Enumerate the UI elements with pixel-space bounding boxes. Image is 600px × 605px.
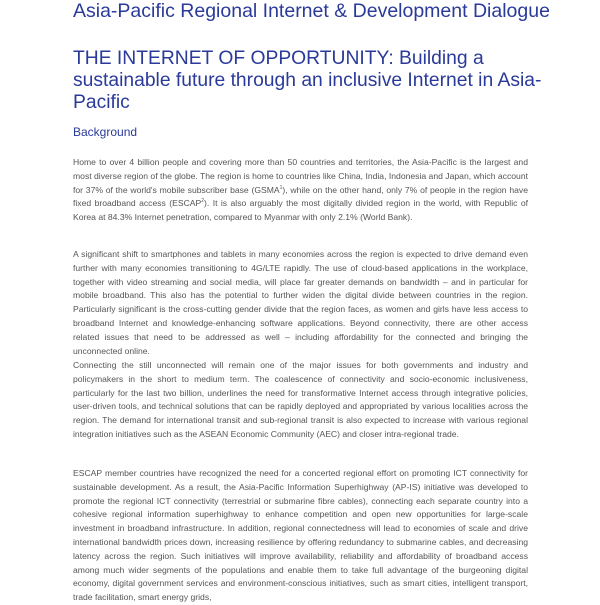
main-title: THE INTERNET OF OPPORTUNITY: Building a sustainable future through an inclusive Internet in Asia-Pacific	[73, 48, 542, 113]
document-title: Asia-Pacific Regional Internet & Development Dialogue	[73, 0, 550, 22]
footnote-ref-1[interactable]: 1	[279, 184, 283, 191]
paragraph-1-part-3: ). It is also arguably the most digitally divided region in the world, with Republic of Korea at 84.3% Internet penetration, compared to Myanmar with only 2.1% (World Bank).	[73, 198, 529, 223]
footnote-ref-2[interactable]: 2	[201, 198, 205, 205]
paragraph-1	[73, 156, 528, 225]
paragraph-2: A significant shift to smartphones and tablets in many economies across the region is expected to drive demand even further with many economies transitioning to 4G/LTE rapidly. The use of cloud-based applications in the workplace, together with video streaming and social media, will place far greater demands on bandwidth – and in particular for mobile broadband. This also has the potential to further widen the digital divide between countries in the region. Particularly significant is the cross-cutting gender divide that the region faces, as women and girls have less access to broadband Internet and knowledge-enhancing software applications. Beyond connectivity, there are other access related issues that need to be addressed as well – including affordability for the connected and bringing the unconnected online.	[73, 249, 528, 356]
paragraph-3: Connecting the still unconnected will remain one of the major issues for both governments and industry and policymakers in the short to medium term. The coalescence of connectivity and socio-economic inclusiveness, particularly for the last two billion, underlines the need for transformative Internet access through integrative policies, user-driven tools, and technical solutions that can be rapidly deployed and appropriated by various localities across the region. The demand for international transit and sub-regional transit is also expected to increase with various regional integration initiatives such as the ASEAN Economic Community (AEC) and closer intra-regional trade.	[73, 360, 528, 439]
paragraph-4: ESCAP member countries have recognized the need for a concerted regional effort on promoting ICT connectivity for sustainable development. As a result, the Asia-Pacific Information Superhighway (AP-IS) initiative was developed to promote the regional ICT connectivity (terrestrial or submarine fibre cables), connecting each separate country into a cohesive regional information superhighway to enhance competition and open new opportunities for large-scale investment in broadband infrastructure. In addition, regional connectedness will lead to economies of scale and drive international bandwidth prices down, increasing resilience by offering redundancy to submarine cables, and decreasing latency across the region. Such initiatives will improve availability, reliability and affordability of broadband access among much wider segments of the populations and enable them to take full advantage of the burgeoning digital economy, digital government services and environment-conscious initiatives, such as smart cities, intelligent transport, trade facilitation, smart energy grids,	[73, 468, 528, 603]
paragraph-1-part-1: Home to over 4 billion people and covering more than 50 countries and territories, the Asia-Pacific is the largest and most diverse region of the globe. The region is home to countries like China, India, Indonesia and Japan, which account for 37% of the world's mobile subscriber base (GSMA	[73, 157, 528, 195]
section-heading-background: Background	[73, 125, 138, 139]
paragraph-1-part-2: ), while on the other hand, only 7% of people in the region have fixed broadband access (ESCAP	[73, 184, 528, 209]
